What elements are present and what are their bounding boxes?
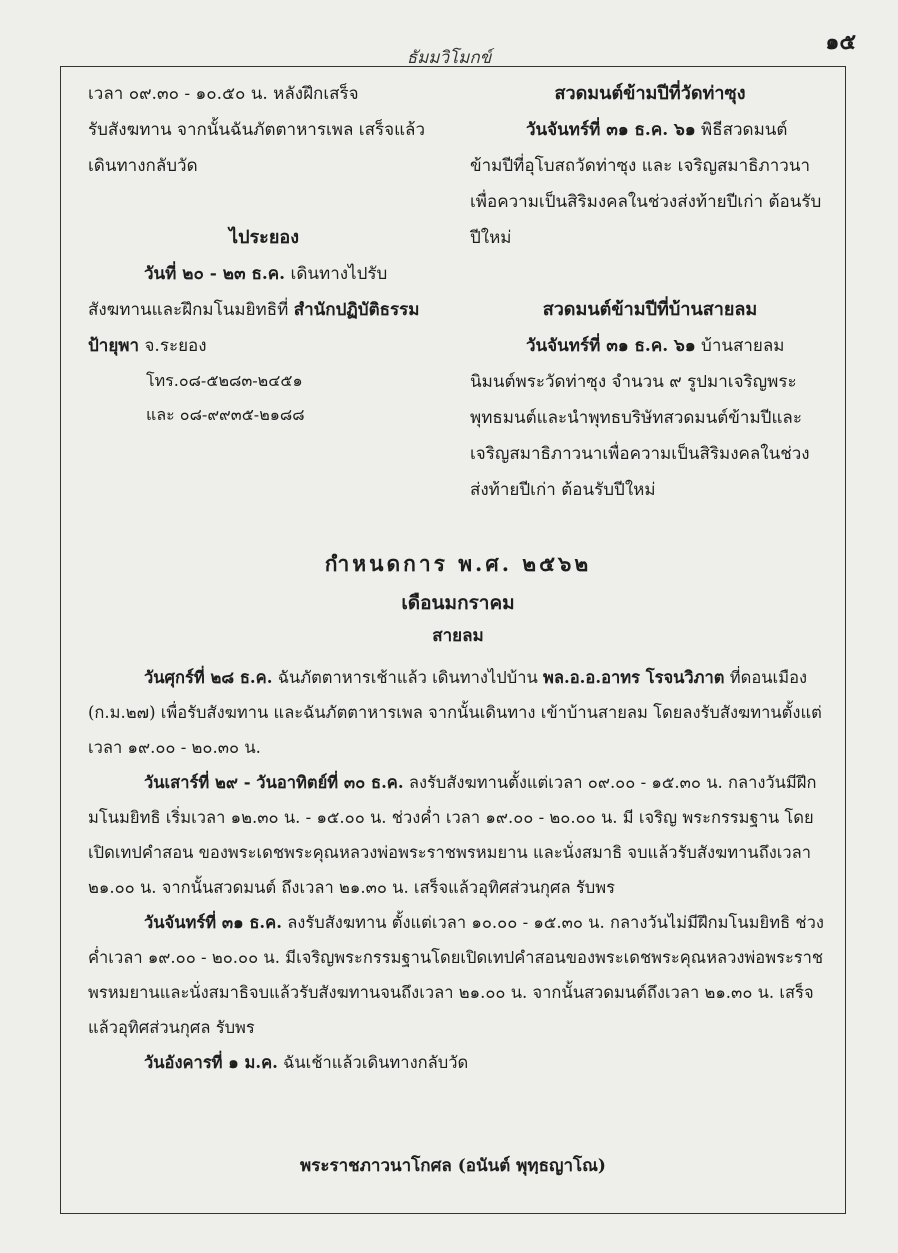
tha-sung-line-3: เพื่อความเป็นสิริมงคลในช่วงส่งท้ายปีเก่า ต้อนรับ xyxy=(470,192,822,212)
rayong-text-1: เดินทางไปรับ xyxy=(285,264,388,284)
tha-sung-heading: สวดมนต์ข้ามปีที่วัดท่าซุง xyxy=(554,83,746,104)
left-column xyxy=(88,76,440,432)
entry-text: ลงรับสังฆทาน ตั้งแต่เวลา ๑๐.๐๐ - ๑๕.๓๐ น. กลางวันไม่มีฝึกมโนมยิทธิ ช่วงค่ำเวลา ๑๙.๐๐ - ๒๐.๐๐ น. มีเจริญพระกรรมฐานโดยเปิดเทปคำสอนของพระเดชพระคุณหลวงพ่อพระราชพรหมยานและนั่งสมาธิจบแล้วรับสังฆทานจนถึงเวลา ๒๑.๐๐ น. จากนั้นสวดมนต์ถึงเวลา ๒๑.๓๐ น. เสร็จแล้วอุทิศส่วนกุศล รับพร xyxy=(88,913,824,1037)
entry-dec-31 xyxy=(88,905,830,1045)
rayong-paragraph xyxy=(88,256,440,292)
entry-date: วันจันทร์ที่ ๓๑ ธ.ค. xyxy=(144,913,282,932)
phone-line-1: โทร.๐๘-๕๒๘๓-๒๔๕๑ xyxy=(146,371,303,390)
entry-date: วันอังคารที่ ๑ ม.ค. xyxy=(144,1053,278,1072)
entry-dec-29-30 xyxy=(88,765,830,905)
running-head: ธัมมวิโมกข์ xyxy=(406,48,492,68)
sai-lom-text-1: บ้านสายลม xyxy=(695,336,785,356)
intro-line-2: รับสังฆทาน จากนั้นฉันภัตตาหารเพล เสร็จแล้ว xyxy=(88,120,425,140)
rayong-province: จ.ระยอง xyxy=(139,336,207,356)
sai-lom-line-3: พุทธมนต์และนำพุทธบริษัทสวดมนต์ข้ามปีและ xyxy=(470,408,802,428)
sai-lom-line-4: เจริญสมาธิภาวนาเพื่อความเป็นสิริมงคลในช่วง xyxy=(470,444,810,464)
intro-line-3: เดินทางกลับวัด xyxy=(88,156,198,176)
schedule-month: เดือนมกราคม xyxy=(401,592,515,614)
intro-line-1: เวลา ๐๙.๓๐ - ๑๐.๕๐ น. หลังฝึกเสร็จ xyxy=(88,84,359,104)
sai-lom-line-1 xyxy=(470,328,830,364)
entry-text: ฉันเช้าแล้วเดินทางกลับวัด xyxy=(277,1053,469,1072)
right-column xyxy=(470,76,830,508)
phone-line-2: และ ๐๘-๙๙๓๕-๒๑๘๘ xyxy=(146,405,305,424)
entry-text: ลงรับสังฆทานตั้งแต่เวลา ๐๙.๐๐ - ๑๕.๓๐ น. กลางวันมีฝึกมโนมยิทธิ เริ่มเวลา ๑๒.๓๐ น. - ๑๕.๐๐ น. ช่วงค่ำ เวลา ๑๙.๐๐ - ๒๐.๐๐ น. มี เจริญ พระกรรมฐาน โดยเปิดเทปคำสอน ของพระเดชพระคุณหลวงพ่อพระราชพรหมยาน และนั่งสมาธิ จบแล้วรับสังฆทานถึงเวลา ๒๑.๐๐ น. จากนั้นสวดมนต์ ถึงเวลา ๒๑.๓๐ น. เสร็จแล้วอุทิศส่วนกุศล รับพร xyxy=(88,773,817,897)
schedule-body xyxy=(88,660,830,1080)
sai-lom-heading: สวดมนต์ข้ามปีที่บ้านสายลม xyxy=(542,299,758,320)
sai-lom-date: วันจันทร์ที่ ๓๑ ธ.ค. ๖๑ xyxy=(526,336,696,356)
tha-sung-line-4: ปีใหม่ xyxy=(470,228,512,248)
rayong-text-2: สังฆทานและฝึกมโนมยิทธิที่ xyxy=(88,300,294,320)
entry-person: พล.อ.อ.อาทร โรจนวิภาต xyxy=(543,668,725,687)
rayong-place: สำนักปฏิบัติธรรม xyxy=(293,300,420,320)
entry-date: วันเสาร์ที่ ๒๙ - วันอาทิตย์ที่ ๓๐ ธ.ค. xyxy=(144,773,404,792)
tha-sung-line-1 xyxy=(470,112,830,148)
entry-jan-1 xyxy=(88,1045,830,1080)
sai-lom-line-2: นิมนต์พระวัดท่าซุง จำนวน ๙ รูปมาเจริญพระ xyxy=(470,372,797,392)
tha-sung-date: วันจันทร์ที่ ๓๑ ธ.ค. ๖๑ xyxy=(526,120,696,140)
rayong-paragraph-2 xyxy=(88,292,440,328)
schedule-title: กำหนดการ พ.ศ. ๒๕๖๒ xyxy=(324,551,592,576)
rayong-date: วันที่ ๒๐ - ๒๓ ธ.ค. xyxy=(144,264,286,284)
entry-text-b: ที่ดอนเมือง (ก.ม.๒๗) เพื่อรับสังฆทาน และฉันภัตตาหารเพล จากนั้นเดินทาง เข้าบ้านสายลม โดยลงรับสังฆทานตั้งแต่เวลา ๑๙.๐๐ - ๒๐.๓๐ น. xyxy=(88,668,822,757)
entry-text: ฉันภัตตาหารเช้าแล้ว เดินทางไปบ้าน xyxy=(272,668,544,687)
schedule-place: สายลม xyxy=(432,626,484,646)
signature: พระราชภาวนาโกศล (อนันต์ พุทฺธญาโณ) xyxy=(300,1156,606,1176)
entry-dec-28 xyxy=(88,660,830,765)
tha-sung-line-2: ข้ามปีที่อุโบสถวัดท่าซุง และ เจริญสมาธิภาวนา xyxy=(470,156,811,176)
sai-lom-line-5: ส่งท้ายปีเก่า ต้อนรับปีใหม่ xyxy=(470,480,656,500)
page-number: ๑๕ xyxy=(825,29,856,55)
rayong-place-2: ป้ายุพา xyxy=(88,336,140,356)
rayong-paragraph-3 xyxy=(88,328,440,364)
tha-sung-text-1: พิธีสวดมนต์ xyxy=(695,120,788,140)
rayong-heading: ไประยอง xyxy=(229,227,299,248)
entry-date: วันศุกร์ที่ ๒๘ ธ.ค. xyxy=(144,668,273,687)
